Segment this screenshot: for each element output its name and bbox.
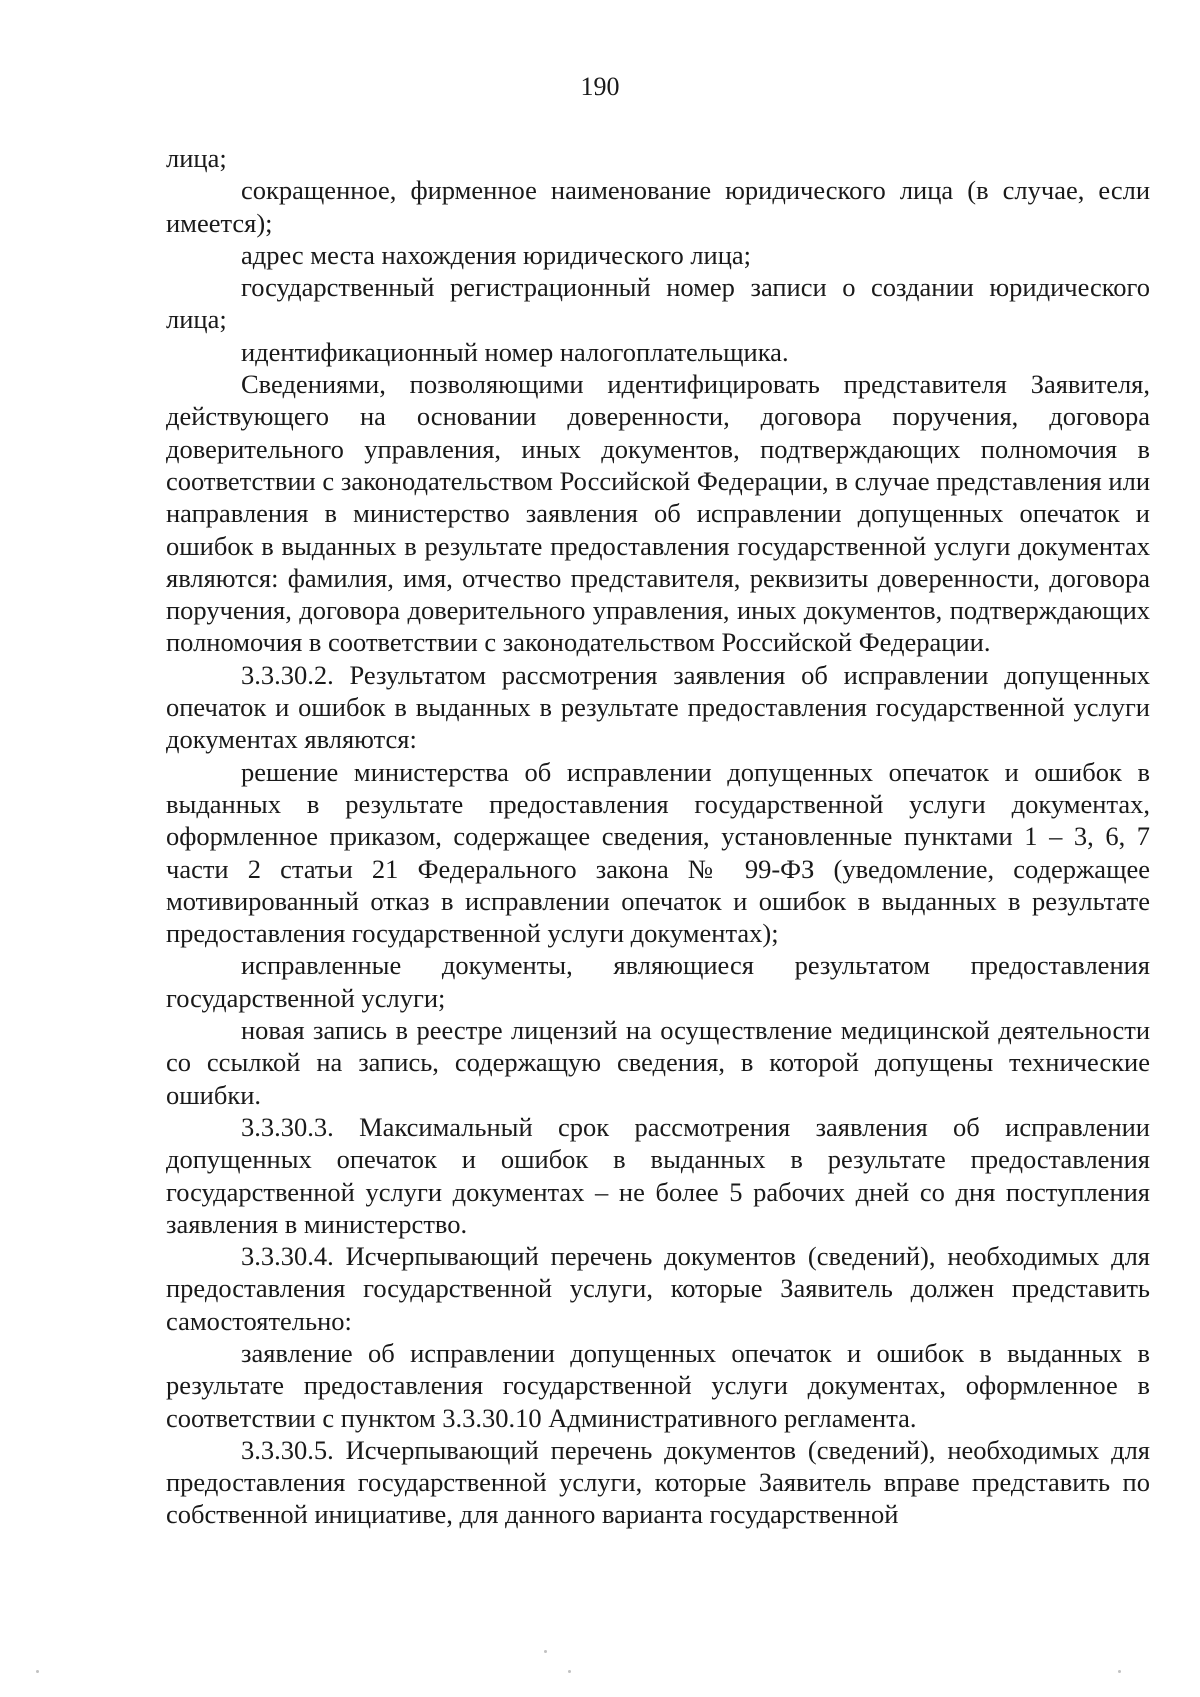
paragraph: 3.3.30.4. Исчерпывающий перечень документов (сведений), необходимых для предоставления государственной услуги, которые Заявитель должен представить самостоятельно:	[166, 1241, 1150, 1336]
paragraph: исправленные документы, являющиеся результатом предоставления государственной услуги;	[166, 950, 1150, 1013]
paragraph: идентификационный номер налогоплательщика.	[241, 336, 789, 367]
paragraph: лица;	[166, 143, 227, 173]
scan-speck	[36, 1670, 39, 1673]
scan-speck	[544, 1650, 547, 1653]
paragraph: Сведениями, позволяющими идентифицировать представителя Заявителя, действующего на основании доверенности, договора поручения, договора доверительного управления, иных документов, подтверждающих полномочия в соответствии с законодательством Российской Федерации, в случае представления или направления в министерство заявления об исправлении допущенных опечаток и ошибок в выданных в результате предоставления государственной услуги документах являются: фамилия, имя, отчество представителя, реквизиты доверенности, договора поручения, договора доверительного управления, иных документов, подтверждающих полномочия в соответствии с законодательством Российской Федерации.	[166, 369, 1150, 658]
paragraph: государственный регистрационный номер записи о создании юридического лица;	[166, 272, 1150, 335]
paragraph: 3.3.30.2. Результатом рассмотрения заявления об исправлении допущенных опечаток и ошибок в выданных в результате предоставления государственной услуги документах являются:	[166, 659, 1150, 755]
paragraph: сокращенное, фирменное наименование юридического лица (в случае, если имеется);	[166, 175, 1150, 238]
page-number: 190	[580, 72, 620, 101]
document-body	[166, 142, 1150, 1531]
paragraph: адрес места нахождения юридического лица;	[241, 239, 752, 270]
paragraph: решение министерства об исправлении допущенных опечаток и ошибок в выданных в результате предоставления государственной услуги документах, оформленное приказом, содержащее сведения, установленные пунктами 1 – 3, 6, 7 части 2 статьи 21 Федерального закона № 99-ФЗ (уведомление, содержащее мотивированный отказ в исправлении опечаток и ошибок в выданных в результате предоставления государственной услуги документах);	[166, 756, 1150, 949]
paragraph: заявление об исправлении допущенных опечаток и ошибок в выданных в результате предоставления государственной услуги документах, оформленное в соответствии с пунктом 3.3.30.10 Административного регламента.	[166, 1337, 1150, 1433]
paragraph: новая запись в реестре лицензий на осуществление медицинской деятельности со ссылкой на запись, содержащую сведения, в которой допущены технические ошибки.	[166, 1015, 1150, 1110]
scan-speck	[1118, 1670, 1121, 1673]
paragraph: 3.3.30.3. Максимальный срок рассмотрения заявления об исправлении допущенных опечаток и ошибок в выданных в результате предоставления государственной услуги документах – не более 5 рабочих дней со дня поступления заявления в министерство.	[166, 1111, 1150, 1239]
paragraph: 3.3.30.5. Исчерпывающий перечень документов (сведений), необходимых для предоставления государственной услуги, которые Заявитель вправе представить по собственной инициативе, для данного варианта государственной	[166, 1434, 1150, 1530]
scan-speck	[568, 1670, 571, 1673]
